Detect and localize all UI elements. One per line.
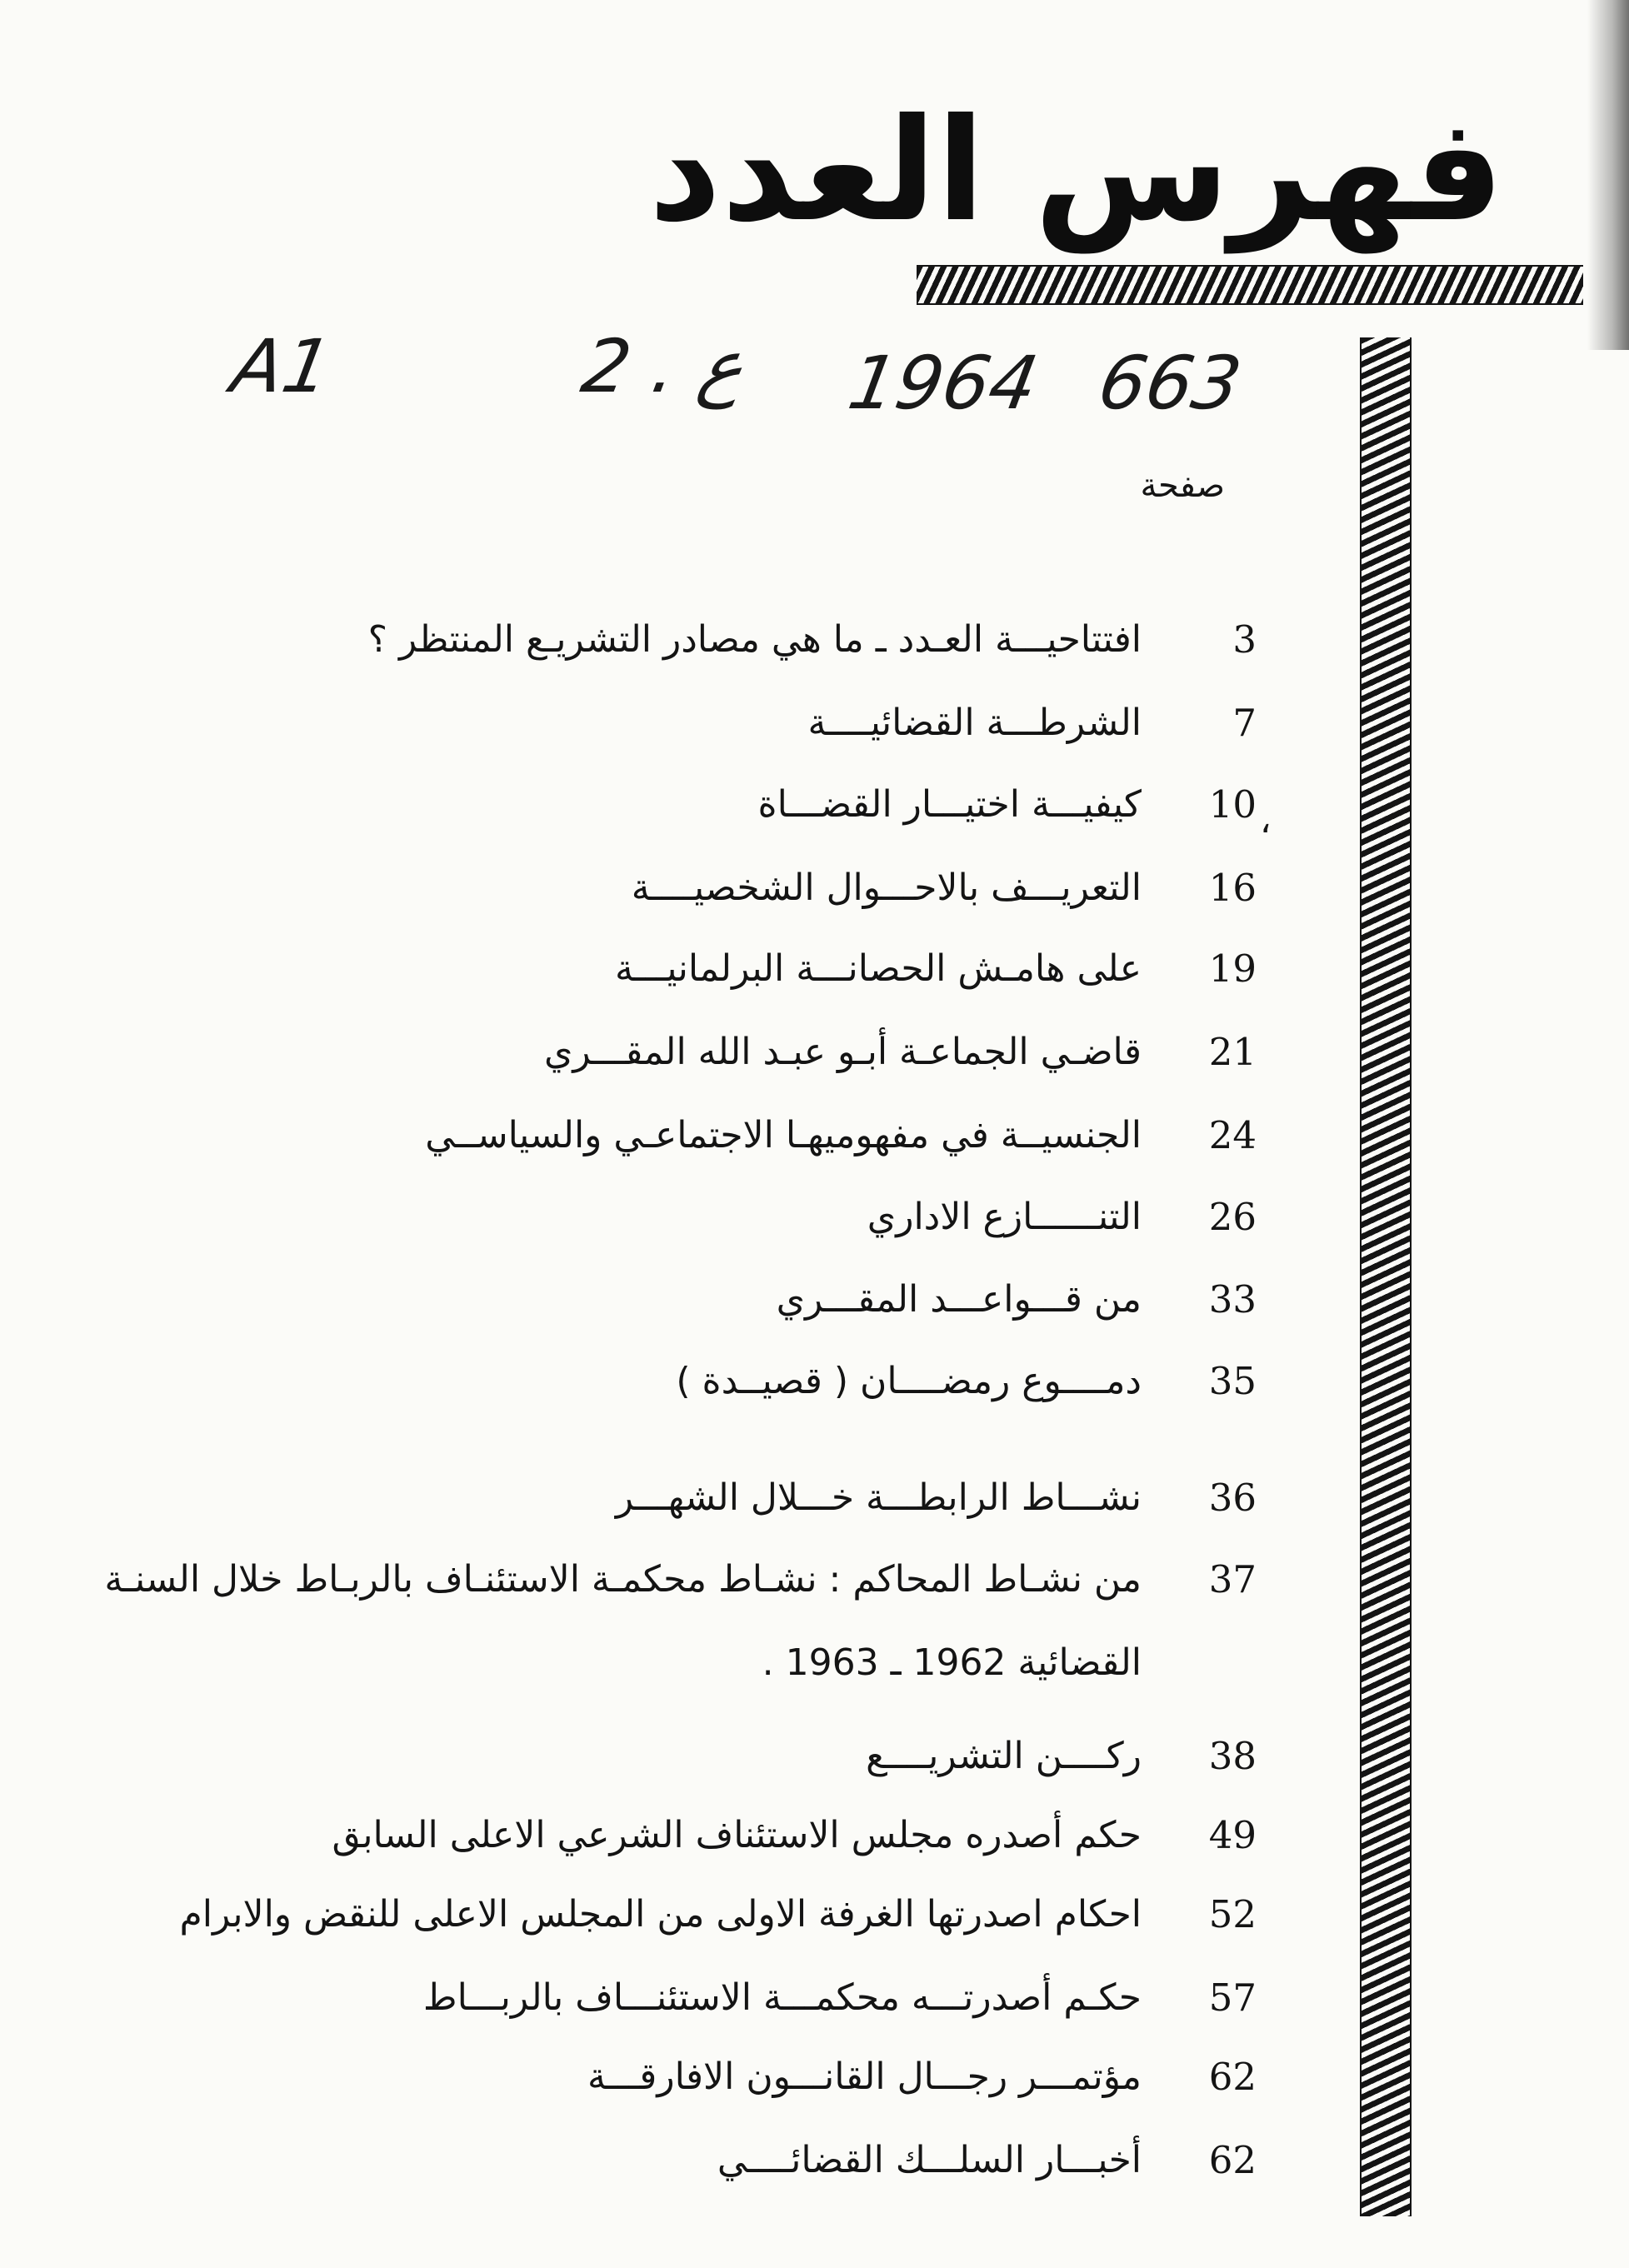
toc-entry-title <box>777 1266 1142 1333</box>
toc-entry-title <box>423 1965 1142 2031</box>
toc-entry-title-line: القضائية 1962 ـ 1963 . <box>762 1641 1142 1684</box>
toc-entry-title-line: التنــــــازع الاداري <box>867 1196 1142 1238</box>
toc-entry <box>0 1012 1629 1096</box>
toc-entry-title-line: دمــــوع رمضــــان ( قصيــدة ) <box>676 1360 1142 1402</box>
toc-entry-title <box>544 1019 1142 1086</box>
toc-entry-title <box>616 1465 1142 1531</box>
toc-page-number: 10 <box>1208 782 1257 827</box>
toc-entry <box>0 1796 1629 1879</box>
toc-entry <box>0 2121 1629 2204</box>
toc-page-number: 21 <box>1208 1030 1257 1074</box>
toc-page-number: 62 <box>1208 2055 1257 2099</box>
toc-entry <box>0 1096 1629 1179</box>
toc-entry-title <box>632 855 1142 922</box>
toc-entry <box>0 929 1629 1012</box>
toc-entry <box>0 600 1629 683</box>
handwritten-issue: 2 . ع <box>575 323 752 409</box>
toc-entry-title-line: افتتاحيـــة العـدد ـ ما هي مصادر التشريـع المنتظر ؟ <box>367 618 1142 661</box>
toc-page-number: 37 <box>1208 1557 1257 1601</box>
toc-page-number: 24 <box>1208 1113 1257 1157</box>
toc-entry-title <box>179 1881 1142 1948</box>
toc-entry-title-line: احكام اصدرتها الغرفة الاولى من المجلس الاعلى للنقض والابرام <box>179 1893 1142 1936</box>
toc-entry-title <box>758 772 1142 838</box>
toc-page-number: 52 <box>1208 1892 1257 1936</box>
toc-entry-title-line: نشـــاط الرابطـــة خـــلال الشهـــر <box>615 1476 1142 1519</box>
page-column-label: صفحة <box>1140 467 1225 505</box>
toc-entry-title-line: حكـم أصدرتـــه محكمـــة الاستئنـــاف بالربـــاط <box>422 1976 1142 2019</box>
handwritten-year: 1964 <box>842 340 1045 426</box>
toc-entry <box>0 848 1629 932</box>
handwritten-code: A1 <box>225 323 338 409</box>
toc-entry <box>0 1341 1629 1425</box>
toc-entry-title <box>368 607 1142 673</box>
toc-entry-title <box>332 1802 1142 1869</box>
toc-entry <box>0 2037 1629 2121</box>
toc-entry <box>0 1260 1629 1343</box>
toc-entry-title-line: ركــــن التشريــــع <box>866 1735 1142 1777</box>
toc-entry-title-line: الشرطـــة القضائيــــة <box>807 702 1142 744</box>
toc-entry-title <box>425 1102 1142 1169</box>
toc-entry-title-line: الجنسيــة في مفهوميهـا الاجتماعـي والسياســي <box>425 1114 1142 1156</box>
toc-page-number: 19 <box>1208 947 1257 991</box>
page-title: فهرس العدد <box>648 88 1504 253</box>
stray-mark: ، <box>1260 800 1272 841</box>
toc-entry-title-line: قاضـي الجماعـة أبـو عبـد الله المقـــري <box>543 1031 1142 1073</box>
toc-entry-title <box>867 1184 1142 1251</box>
toc-entry <box>0 1875 1629 1958</box>
toc-entry <box>0 1540 1629 1684</box>
toc-entry-title <box>717 2127 1142 2194</box>
toc-page-number: 49 <box>1208 1813 1257 1857</box>
toc-page-number: 62 <box>1208 2138 1257 2182</box>
toc-page-number: 7 <box>1232 701 1257 745</box>
toc-page-number: 33 <box>1208 1277 1257 1321</box>
toc-entry-title-line: التعريـــف بالاحـــوال الشخصيــــة <box>631 867 1142 909</box>
handwritten-number: 663 <box>1092 340 1248 426</box>
toc-entry-title-line: من نشـاط المحاكم : نشـاط محكمـة الاستئنـاف بالربـاط خلال السنـة <box>104 1558 1142 1601</box>
toc-entry-title-line: كيفيـــة اختيـــار القضـــاة <box>757 783 1142 826</box>
toc-page-number: 38 <box>1208 1734 1257 1778</box>
toc-page-number: 57 <box>1208 1976 1257 2020</box>
toc-entry-title <box>104 1546 1142 1696</box>
toc-page-number: 26 <box>1208 1195 1257 1239</box>
toc-entry-title <box>615 936 1142 1002</box>
toc-entry <box>0 1716 1629 1800</box>
toc-entry-title-line: حكم أصدره مجلس الاستئناف الشرعي الاعلى السابق <box>332 1814 1142 1856</box>
toc-page-number: 16 <box>1208 866 1257 910</box>
toc-entry-title <box>676 1348 1142 1415</box>
toc-entry-title-line: من قـــواعـــد المقـــري <box>776 1278 1142 1321</box>
toc-entry-title-line: مؤتمـــر رجـــال القانـــون الافارقـــة <box>587 2056 1142 2098</box>
toc-entry-title <box>587 2044 1142 2111</box>
toc-entry-title-line: أخبـــار السلـــك القضائــــي <box>717 2139 1142 2181</box>
toc-page-number: 36 <box>1208 1476 1257 1520</box>
toc-entry <box>0 1458 1629 1541</box>
toc-entry <box>0 1177 1629 1261</box>
toc-entry <box>0 765 1629 848</box>
toc-entry-title <box>807 690 1142 757</box>
toc-entry-title <box>866 1723 1142 1790</box>
toc-entry <box>0 1958 1629 2041</box>
toc-entry-title-line: على هامـش الحصانـــة البرلمانيـــة <box>615 947 1142 990</box>
toc-page-number: 3 <box>1232 617 1257 662</box>
toc-page-number: 35 <box>1208 1359 1257 1403</box>
toc-entry <box>0 683 1629 767</box>
